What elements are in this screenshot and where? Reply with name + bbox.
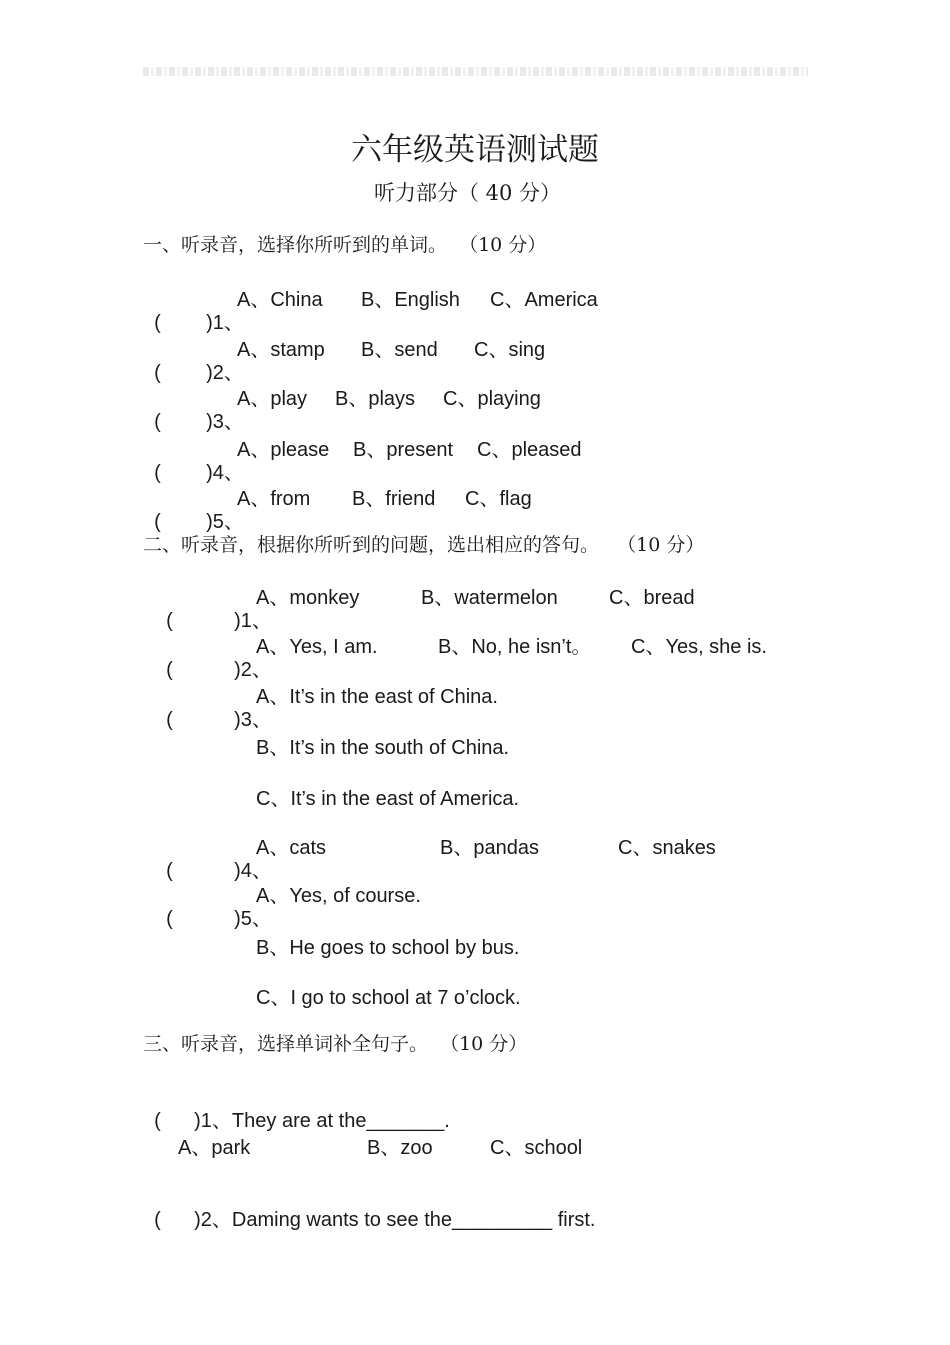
header-noise-strip [143,67,808,76]
page-title: 六年级英语测试题 [351,132,599,168]
s2q1-option-a: A、monkey [256,587,360,609]
s2q4-option-c: C、snakes [618,837,716,859]
s1q2-option-b: B、send [361,339,438,361]
answer-blank[interactable]: ( [154,462,161,484]
s1-question-2 [143,333,244,385]
s2q3-option-b: B、It’s in the south of China. [256,737,510,759]
s2q2-option-a: A、Yes, I am. [256,636,378,658]
s3q1-option-a: A、park [178,1137,251,1159]
section-2-heading: 二、听录音，根据你所听到的问题，选出相应的答句。 （10 分） [143,534,705,556]
s2q1-option-b: B、watermelon [421,587,558,609]
s2-question-4 [155,831,272,883]
question-number: )4、 [234,860,272,882]
question-number: )1、 [234,610,272,632]
s2q3-option-c: C、It’s in the east of America. [256,788,520,810]
answer-blank[interactable]: ( [154,511,161,533]
s2q1-option-c: C、bread [609,587,695,609]
question-number: )5、 [234,908,272,930]
answer-blank[interactable]: ( [154,312,161,334]
answer-blank[interactable]: ( [166,860,173,882]
s1q4-option-b: B、present [353,439,454,461]
s2-question-2 [155,630,272,682]
question-text: Daming wants to see the_________ first. [231,1209,596,1231]
s1q3-option-b: B、plays [335,388,416,410]
s3-question-2 [143,1180,595,1232]
question-number: )2、 [234,659,272,681]
answer-blank[interactable]: ( [166,659,173,681]
s1q5-option-c: C、flag [465,488,532,510]
s2-question-5 [155,879,272,931]
s2q2-option-b: B、No, he isn’t。 [438,636,592,658]
section-3-heading: 三、听录音，选择单词补全句子。 （10 分） [143,1033,528,1055]
s1q2-option-c: C、sing [474,339,546,361]
question-number: )1、 [206,312,244,334]
s1q2-option-a: A、stamp [237,339,325,361]
s1-question-1 [143,283,244,335]
s1q5-option-b: B、friend [352,488,436,510]
s3q1-option-b: B、zoo [367,1137,433,1159]
s1q1-option-b: B、English [361,289,460,311]
s1q1-option-c: C、America [490,289,598,311]
answer-blank[interactable]: ( [154,1209,161,1231]
s1q3-option-c: C、playing [443,388,541,410]
section-1-heading: 一、听录音，选择你所听到的单词。 （10 分） [143,234,547,256]
question-text: They are at the_______. [231,1110,450,1132]
s2q3-option-a: A、It’s in the east of China. [256,686,498,708]
s1q3-option-a: A、play [237,388,308,410]
page-subtitle: 听力部分（ 40 分） [373,181,562,205]
answer-blank[interactable]: ( [154,362,161,384]
s2q5-option-b: B、He goes to school by bus. [256,937,520,959]
answer-blank[interactable]: ( [166,908,173,930]
question-number: )4、 [206,462,244,484]
s1-question-3 [143,382,244,434]
s1-question-4 [143,433,244,485]
answer-blank[interactable]: ( [166,709,173,731]
answer-blank[interactable]: ( [154,411,161,433]
s1q5-option-a: A、from [237,488,311,510]
s3q1-option-c: C、school [490,1137,583,1159]
s2q5-option-a: A、Yes, of course. [256,885,421,907]
question-number: )1、 [194,1110,232,1132]
s1-question-5 [143,482,244,534]
s3-question-1 [143,1081,450,1133]
s2q5-option-c: C、I go to school at 7 o’clock. [256,987,521,1009]
question-number: )3、 [234,709,272,731]
s2-question-1 [155,581,272,633]
question-number: )2、 [206,362,244,384]
question-number: )2、 [194,1209,232,1231]
s2q4-option-b: B、pandas [440,837,539,859]
question-number: )3、 [206,411,244,433]
s2q2-option-c: C、Yes, she is. [631,636,767,658]
s2q4-option-a: A、cats [256,837,327,859]
s2-question-3 [155,680,272,732]
s1q1-option-a: A、China [237,289,323,311]
answer-blank[interactable]: ( [154,1110,161,1132]
s1q4-option-c: C、pleased [477,439,582,461]
answer-blank[interactable]: ( [166,610,173,632]
question-number: )5、 [206,511,244,533]
s1q4-option-a: A、please [237,439,330,461]
